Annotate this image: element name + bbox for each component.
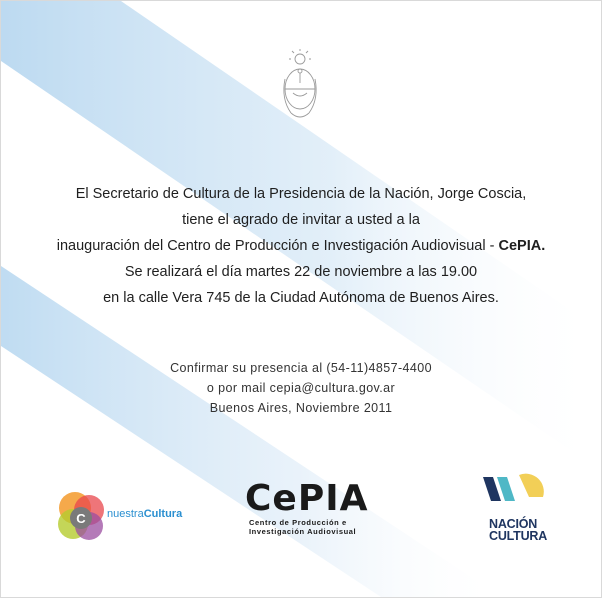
nacion-cultura-line-2: CULTURA [489, 529, 548, 543]
cepia-logo [245, 480, 375, 542]
invitation-line-1: El Secretario de Cultura de la Presidencia de la Nación, Jorge Coscia, [75, 186, 527, 202]
confirmation-text [1, 358, 601, 418]
nacion-cultura-wordmark [489, 518, 547, 542]
invitation-line-2: tiene el agrado de invitar a usted a la [182, 212, 420, 228]
invitation-text [1, 181, 601, 311]
cepia-logo-subtitle-1: Centro de Producción e [249, 518, 347, 527]
nuestra-cultura-text-a: nuestra [107, 508, 144, 520]
cepia-logo-subtitle-2: Investigación Audiovisual [249, 527, 357, 536]
invitation-line-3 [1, 233, 601, 259]
invitation-line-4: Se realizará el día martes 22 de noviembre a las 19.00 [124, 264, 478, 280]
nuestra-cultura-letter: C [76, 511, 86, 526]
coat-of-arms-icon [277, 49, 323, 125]
nuestra-cultura-logo [53, 486, 203, 546]
confirmation-phone: Confirmar su presencia al (54-11)4857-4400 [170, 361, 432, 375]
nuestra-cultura-wordmark [107, 508, 182, 520]
cepia-bold-name: CePIA. [498, 238, 546, 254]
confirmation-email: o por mail cepia@cultura.gov.ar [206, 381, 396, 395]
invitation-line-5: en la calle Vera 745 de la Ciudad Autónoma de Buenos Aires. [103, 290, 499, 306]
nuestra-cultura-circles-icon [53, 486, 113, 546]
confirmation-date: Buenos Aires, Noviembre 2011 [209, 401, 393, 415]
cepia-logo-title: CePIA [245, 478, 369, 519]
invitation-line-3-text: inauguración del Centro de Producción e Investigación Audiovisual - [56, 238, 499, 254]
nuestra-cultura-text-b: Cultura [143, 508, 183, 520]
nacion-cultura-logo [479, 471, 549, 547]
nacion-cultura-line-1: NACIÓN [489, 517, 538, 531]
nacion-cultura-mark-icon [479, 471, 549, 517]
